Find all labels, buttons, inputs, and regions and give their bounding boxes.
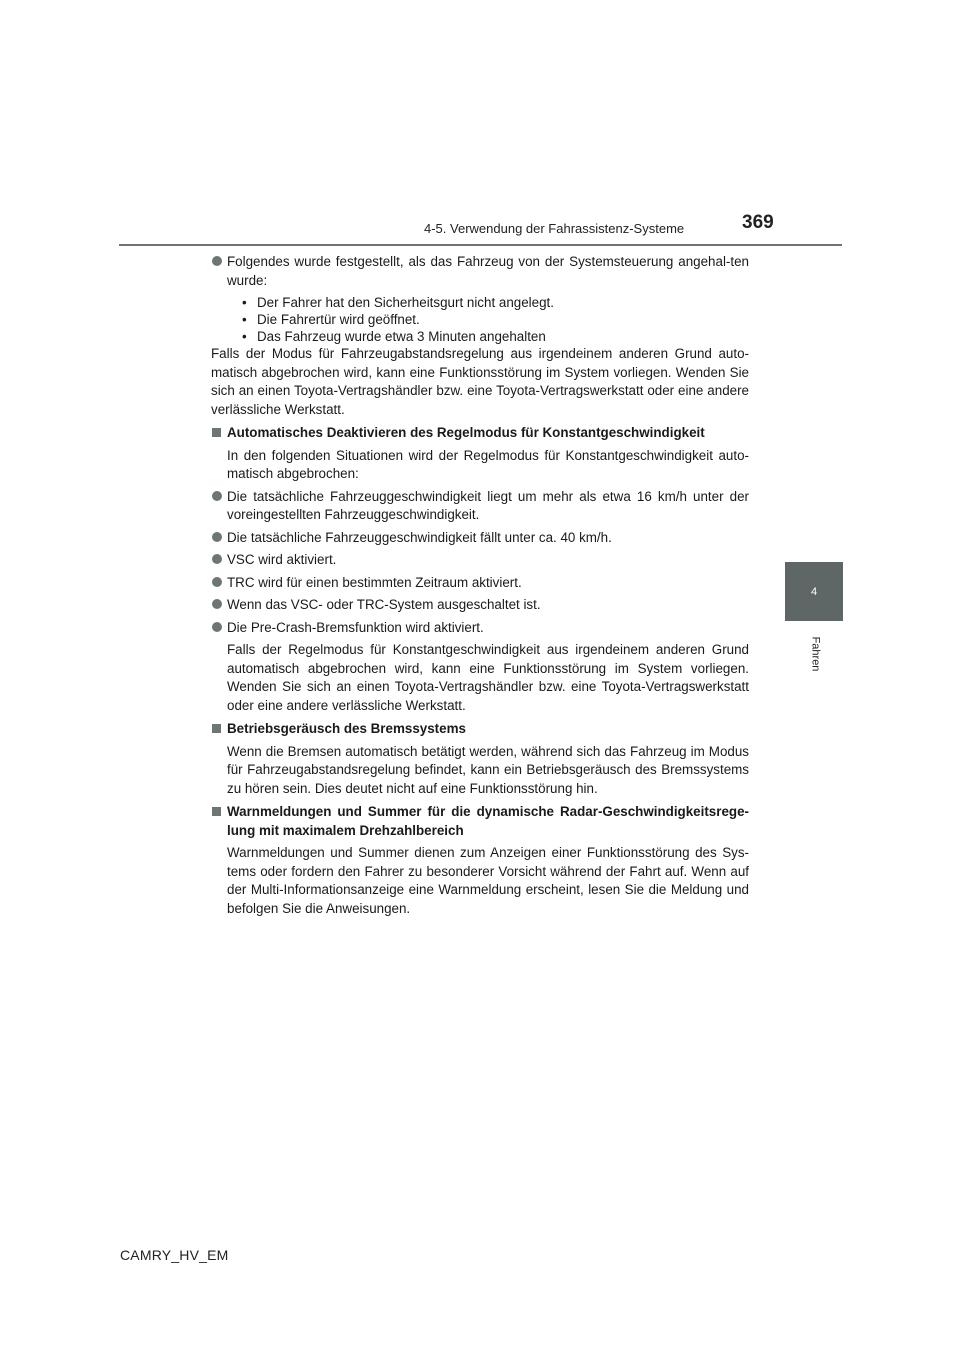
page-content xyxy=(211,253,749,918)
bullet-item-text: TRC wird für einen bestimmten Zeitraum aktiviert. xyxy=(227,574,522,590)
note-paragraph: Falls der Regelmodus für Konstantgeschwindigkeit aus irgendeinem anderen Grund automatisch abgebrochen wird, kann eine Funktionsstörung im System vorliegen. Wenden Sie sich an einen Toyota-Vertragshändler bzw. eine Toyota-Vertragswerkstatt oder eine andere verlässliche Werkstatt. xyxy=(227,642,749,713)
bullet-item-text: Die tatsächliche Fahrzeuggeschwindigkeit fällt unter ca. 40 km/h. xyxy=(227,529,612,545)
bullet-item-text: Wenn das VSC- oder TRC-System ausgeschaltet ist. xyxy=(227,597,541,612)
bullet-dot-icon xyxy=(212,256,222,266)
bullet-item xyxy=(211,529,749,548)
note-paragraph: Falls der Modus für Fahrzeugabstandsregelung aus irgendeinem anderen Grund auto-matisch abgebrochen wird, kann eine Funktionsstörung im System vorliegen. Wenden Sie sich an einen Toyota-Vertragshändler bzw. eine Toyota-Vertragswerkstatt oder eine andere verlässliche Werkstatt. xyxy=(211,346,749,417)
chapter-label xyxy=(786,624,844,684)
bullet-dot-icon xyxy=(212,577,222,587)
section-paragraph: Wenn die Bremsen automatisch betätigt werden, während sich das Fahrzeug im Modus für Fahrzeugabstandsregelung befindet, kann ein Betriebsgeräusch des Bremssystems zu hören sein. Dies deutet nicht auf eine Funktionsstörung hin. xyxy=(227,743,749,796)
chapter-tab xyxy=(785,562,843,621)
section-heading-cruise xyxy=(211,424,749,443)
square-bullet-icon xyxy=(212,807,221,816)
square-bullet-icon xyxy=(212,428,221,437)
chapter-number: 4 xyxy=(810,585,818,598)
bullet-item-text: VSC wird aktiviert. xyxy=(227,552,337,567)
bullet-item-stop xyxy=(211,253,749,290)
bullet-dot-icon xyxy=(212,532,222,542)
document-code: CAMRY_HV_EM xyxy=(120,1247,229,1263)
section-paragraph: Warnmeldungen und Summer dienen zum Anzeigen einer Funktionsstörung des Sys-tems oder fordern den Fahrer zu besonderer Vorsicht während der Fahrt auf. Wenn auf der Multi-Informationsanzeige eine Warnmeldung erscheint, lesen Sie die Meldung und befolgen Sie die Anweisungen. xyxy=(227,845,749,916)
sub-list-item: • Die Fahrertür wird geöffnet. xyxy=(242,311,749,328)
bullet-dot-icon xyxy=(212,622,222,632)
sub-list-item: • Das Fahrzeug wurde etwa 3 Minuten angehalten xyxy=(242,328,749,345)
section-heading-text: Betriebsgeräusch des Bremssystems xyxy=(227,721,466,736)
sub-list-item: • Der Fahrer hat den Sicherheitsgurt nicht angelegt. xyxy=(242,294,749,311)
section-heading-text: Automatisches Deaktivieren des Regelmodus für Konstantgeschwindigkeit xyxy=(227,425,705,440)
bullet-item xyxy=(211,488,749,525)
sub-list xyxy=(211,294,749,345)
bullet-item xyxy=(211,551,749,570)
section-heading-brake-noise xyxy=(211,720,749,739)
chapter-label-text: Fahren xyxy=(808,636,821,672)
bullet-item-text: Die Pre-Crash-Bremsfunktion wird aktiviert. xyxy=(227,619,484,635)
bullet-item-text: Die tatsächliche Fahrzeuggeschwindigkeit liegt um mehr als etwa 16 km/h unter der voreingestellten Fahrzeuggeschwindigkeit. xyxy=(227,488,749,522)
header-divider xyxy=(119,244,842,246)
bullet-item xyxy=(211,596,749,615)
bullet-item-text: Folgendes wurde festgestellt, als das Fahrzeug von der Systemsteuerung angehal-ten wurde: xyxy=(227,254,749,288)
bullet-dot-icon xyxy=(212,491,222,501)
square-bullet-icon xyxy=(212,724,221,733)
running-header-section: 4-5. Verwendung der Fahrassistenz-Systeme xyxy=(424,221,685,236)
section-intro: In den folgenden Situationen wird der Regelmodus für Konstantgeschwindigkeit auto-matisch abgebrochen: xyxy=(227,447,749,481)
bullet-item xyxy=(211,574,749,593)
section-heading-warnings xyxy=(211,803,749,840)
page-number: 369 xyxy=(742,212,774,233)
section-heading-text: Warnmeldungen und Summer für die dynamische Radar-Geschwindigkeitsrege-lung mit maximalem Drehzahlbereich xyxy=(227,804,749,838)
bullet-dot-icon xyxy=(212,554,222,564)
bullet-item xyxy=(211,619,749,638)
bullet-dot-icon xyxy=(212,599,222,609)
